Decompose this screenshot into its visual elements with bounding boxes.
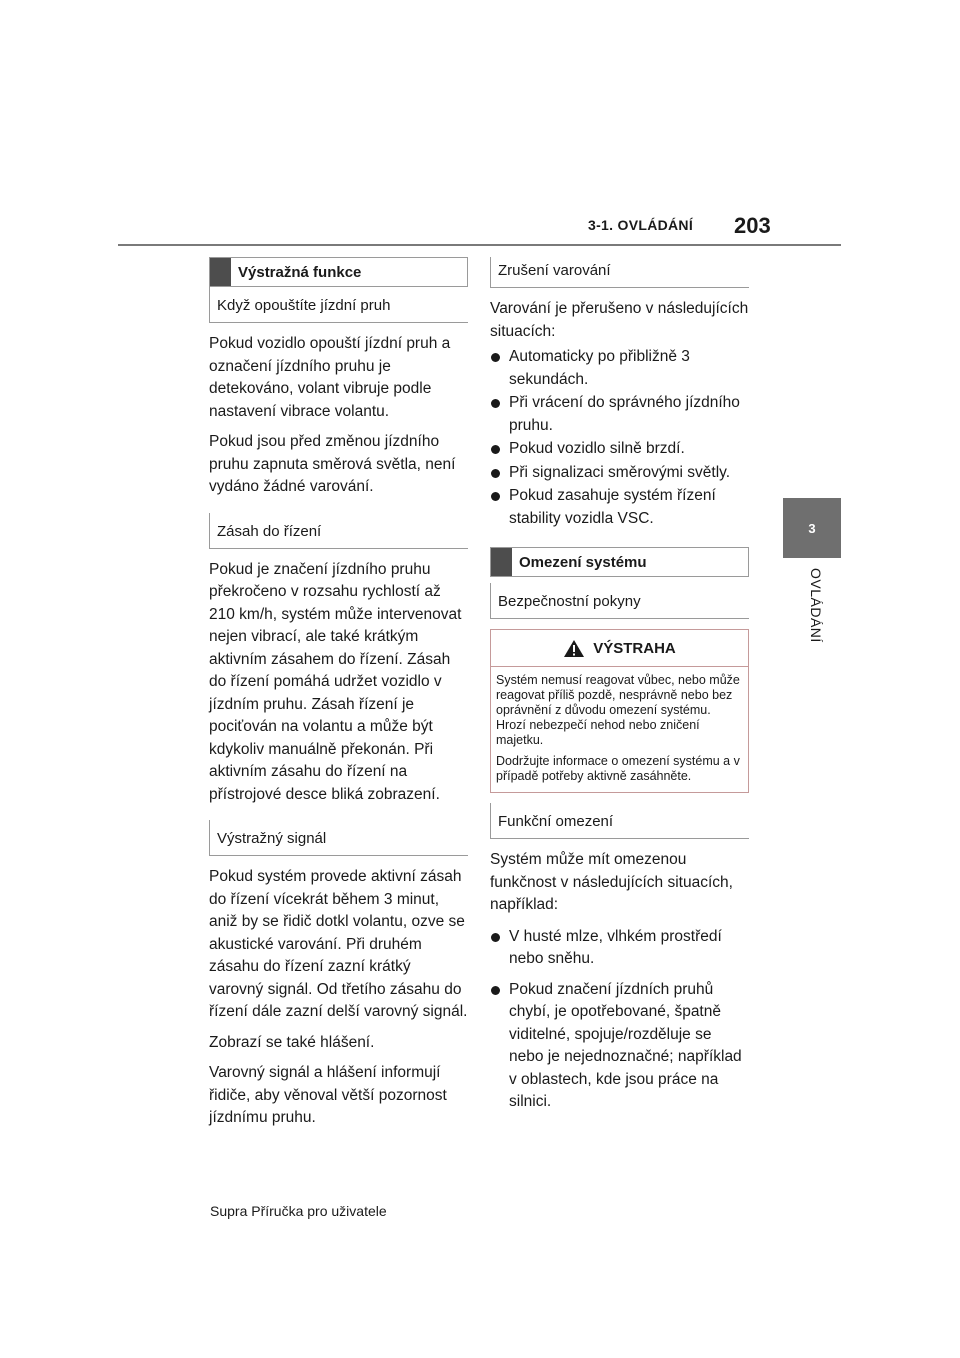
system-limits-heading bbox=[490, 547, 749, 577]
subheading-safety-notes: Bezpečnostní pokyny bbox=[490, 583, 749, 619]
left-column bbox=[209, 257, 468, 1130]
bullet-icon bbox=[491, 986, 500, 995]
paragraph: Pokud jsou před změnou jízdního pruhu zapnuta směrová světla, není vydáno žádné varování. bbox=[209, 433, 456, 495]
chapter-label: OVLÁDÁNÍ bbox=[808, 568, 824, 643]
warning-function-heading bbox=[209, 257, 468, 287]
bullet-icon bbox=[491, 399, 500, 408]
warning-title-text: VÝSTRAHA bbox=[593, 639, 676, 657]
bullet-icon bbox=[491, 445, 500, 454]
right-column bbox=[490, 257, 749, 1122]
subheading-cancel-warning: Zrušení varování bbox=[490, 257, 749, 288]
footer-text: Supra Příručka pro uživatele bbox=[210, 1203, 387, 1219]
section-label: 3-1. OVLÁDÁNÍ bbox=[588, 217, 694, 233]
header-rule bbox=[118, 244, 841, 246]
chapter-number: 3 bbox=[808, 520, 816, 536]
subheading-leaving-lane: Když opouštíte jízdní pruh bbox=[209, 287, 468, 323]
warning-body bbox=[491, 667, 748, 792]
list-item: V husté mlze, vlhkém prostředí nebo sněhu. bbox=[490, 926, 749, 971]
page-number: 203 bbox=[734, 213, 771, 238]
paragraph: Systém může mít omezenou funkčnost v následujících situacích, například: bbox=[490, 851, 733, 913]
limits-list bbox=[490, 926, 749, 1114]
warning-triangle-icon bbox=[563, 639, 585, 658]
paragraph: Zobrazí se také hlášení. bbox=[209, 1033, 375, 1051]
paragraph: Pokud systém provede aktivní zásah do řízení vícekrát během 3 minut, aniž by se řidič dotkl volantu, ozve se akustické varování. Při druhém zásahu do řízení zazní krátký varovný signál. Od třetího zásahu do řízení dále zazní delší varovný signál. bbox=[209, 868, 468, 1020]
list-item: Pokud zasahuje systém řízení stability vozidla VSC. bbox=[490, 485, 749, 530]
warning-paragraph: Dodržujte informace o omezení systému a v případě potřeby aktivně zasáhněte. bbox=[496, 754, 740, 783]
paragraph: Pokud vozidlo opouští jízdní pruh a označení jízdního pruhu je detekováno, volant vibruje podle nastavení vibrace volantu. bbox=[209, 335, 451, 420]
bullet-icon bbox=[491, 933, 500, 942]
bullet-icon bbox=[491, 492, 500, 501]
warning-title bbox=[491, 630, 748, 667]
chapter-tab bbox=[783, 498, 841, 558]
warning-paragraph: Systém nemusí reagovat vůbec, nebo může reagovat příliš pozdě, nesprávně nebo bez oprávnění z důvodu omezení systému. Hrozí nebezpečí nehod nebo zničení majetku. bbox=[496, 673, 740, 747]
subheading-warning-signal: Výstražný signál bbox=[209, 820, 468, 856]
list-item: Pokud vozidlo silně brzdí. bbox=[490, 438, 749, 461]
subheading-function-limits: Funkční omezení bbox=[490, 803, 749, 839]
heading-bar bbox=[491, 548, 512, 576]
list-item: Pokud značení jízdních pruhů chybí, je opotřebované, špatně viditelné, spojuje/rozděluje se nebo je nejednoznačné; například v oblastech, kde jsou práce na silnici. bbox=[490, 979, 749, 1114]
list-item: Automaticky po přibližně 3 sekundách. bbox=[490, 346, 749, 391]
cancel-list bbox=[490, 346, 749, 530]
heading-text: Výstražná funkce bbox=[238, 263, 362, 281]
paragraph: Varování je přerušeno v následujících situacích: bbox=[490, 300, 749, 340]
paragraph: Varovný signál a hlášení informují řidiče, aby věnoval větší pozornost jízdnímu pruhu. bbox=[209, 1064, 447, 1126]
heading-bar bbox=[210, 258, 231, 286]
list-item: Při signalizaci směrovými světly. bbox=[490, 462, 749, 485]
heading-text: Omezení systému bbox=[519, 553, 647, 571]
warning-box bbox=[490, 629, 749, 793]
paragraph: Pokud je značení jízdního pruhu překročeno v rozsahu rychlostí až 210 km/h, systém může intervenovat nejen vibrací, ale také krátkým aktivním zásahem do řízení. Zásah do řízení pomáhá udržet vozidlo v jízdním pruhu. Zásah řízení je pociťován na volantu a může být kdykoliv manuálně překonán. Při aktivním zásahu do řízení na přístrojové desce bliká zobrazení. bbox=[209, 560, 462, 803]
bullet-icon bbox=[491, 353, 500, 362]
bullet-icon bbox=[491, 469, 500, 478]
subheading-steering-intervention: Zásah do řízení bbox=[209, 513, 468, 549]
list-item: Při vrácení do správného jízdního pruhu. bbox=[490, 392, 749, 437]
